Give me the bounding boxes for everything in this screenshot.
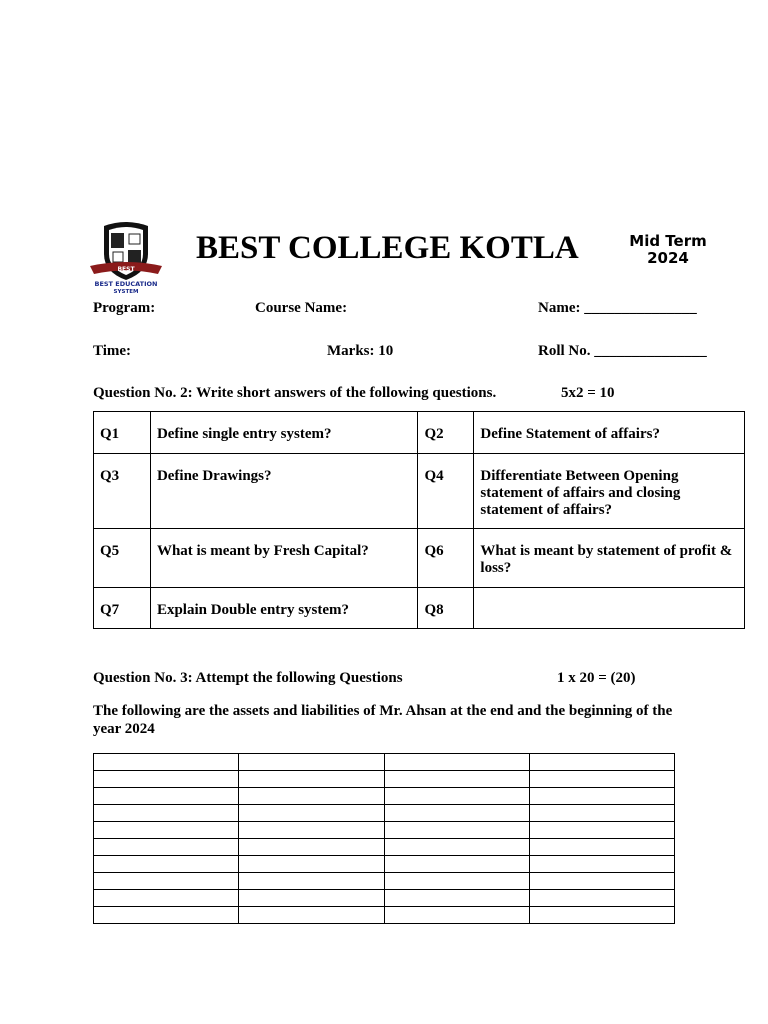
term-year: 2024: [647, 249, 689, 267]
grid-row: [94, 771, 675, 788]
grid-row: [94, 788, 675, 805]
logo-shield-text: BEST: [117, 266, 135, 273]
question-text: What is meant by Fresh Capital?: [150, 529, 418, 588]
grid-cell: [94, 907, 239, 924]
course-name-label: Course Name:: [255, 300, 348, 316]
table-row: [94, 412, 745, 454]
question-number: Q7: [94, 588, 151, 629]
grid-cell: [384, 873, 529, 890]
time-label: Time:: [93, 343, 132, 359]
grid-cell: [384, 822, 529, 839]
college-logo: [84, 220, 168, 296]
grid-cell: [239, 890, 384, 907]
grid-row: [94, 873, 675, 890]
grid-row: [94, 890, 675, 907]
grid-cell: [239, 754, 384, 771]
grid-cell: [529, 839, 674, 856]
grid-cell: [384, 754, 529, 771]
question-2-heading: Question No. 2: Write short answers of the following questions.: [93, 385, 497, 401]
grid-cell: [239, 839, 384, 856]
table-row: [94, 454, 745, 529]
grid-cell: [384, 771, 529, 788]
grid-cell: [239, 788, 384, 805]
grid-cell: [239, 771, 384, 788]
question-text: Define single entry system?: [150, 412, 418, 454]
grid-cell: [239, 822, 384, 839]
question-2-table: [93, 411, 745, 629]
question-number: Q8: [418, 588, 474, 629]
question-number: Q2: [418, 412, 474, 454]
grid-cell: [529, 754, 674, 771]
grid-cell: [94, 788, 239, 805]
grid-cell: [529, 890, 674, 907]
grid-cell: [239, 856, 384, 873]
grid-cell: [384, 856, 529, 873]
grid-row: [94, 822, 675, 839]
question-number: Q3: [94, 454, 151, 529]
question-number: Q5: [94, 529, 151, 588]
question-text: What is meant by statement of profit & loss?: [474, 529, 745, 588]
grid-row: [94, 805, 675, 822]
grid-cell: [94, 839, 239, 856]
grid-row: [94, 907, 675, 924]
table-row: [94, 529, 745, 588]
grid-cell: [529, 822, 674, 839]
grid-cell: [384, 839, 529, 856]
answer-grid: [93, 753, 675, 924]
grid-cell: [239, 907, 384, 924]
roll-no-field: Roll No. _______________: [538, 343, 707, 359]
grid-cell: [384, 907, 529, 924]
marks-label: Marks: 10: [327, 343, 394, 359]
question-3-paragraph: The following are the assets and liabilities of Mr. Ahsan at the end and the beginning of the year 2024: [93, 703, 673, 737]
grid-cell: [94, 754, 239, 771]
question-text: Define Statement of affairs?: [474, 412, 745, 454]
grid-cell: [384, 890, 529, 907]
grid-row: [94, 839, 675, 856]
grid-cell: [94, 856, 239, 873]
question-number: Q6: [418, 529, 474, 588]
logo-caption-1: BEST EDUCATION: [94, 280, 158, 288]
logo-caption-2: SYSTEM: [113, 289, 139, 295]
question-text: Define Drawings?: [150, 454, 418, 529]
grid-cell: [384, 788, 529, 805]
term-line-1: Mid Term: [629, 232, 707, 250]
question-text: Explain Double entry system?: [150, 588, 418, 629]
name-field: Name: _______________: [538, 300, 697, 316]
grid-cell: [529, 788, 674, 805]
question-number: Q1: [94, 412, 151, 454]
grid-cell: [529, 805, 674, 822]
grid-cell: [529, 907, 674, 924]
term-label: [620, 233, 716, 267]
question-2-marks: 5x2 = 10: [561, 385, 615, 401]
question-text: [474, 588, 745, 629]
grid-cell: [239, 805, 384, 822]
table-row: [94, 588, 745, 629]
grid-cell: [529, 856, 674, 873]
grid-cell: [94, 805, 239, 822]
grid-row: [94, 754, 675, 771]
college-name: BEST COLLEGE KOTLA: [196, 230, 579, 266]
grid-cell: [239, 873, 384, 890]
grid-row: [94, 856, 675, 873]
grid-cell: [384, 805, 529, 822]
grid-cell: [94, 873, 239, 890]
question-text: Differentiate Between Opening statement of affairs and closing statement of affairs?: [474, 454, 745, 529]
grid-cell: [529, 873, 674, 890]
grid-cell: [94, 771, 239, 788]
question-number: Q4: [418, 454, 474, 529]
grid-cell: [94, 822, 239, 839]
grid-cell: [529, 771, 674, 788]
question-3-heading: Question No. 3: Attempt the following Questions: [93, 670, 403, 686]
program-label: Program:: [93, 300, 156, 316]
question-3-marks: 1 x 20 = (20): [557, 670, 636, 686]
grid-cell: [94, 890, 239, 907]
